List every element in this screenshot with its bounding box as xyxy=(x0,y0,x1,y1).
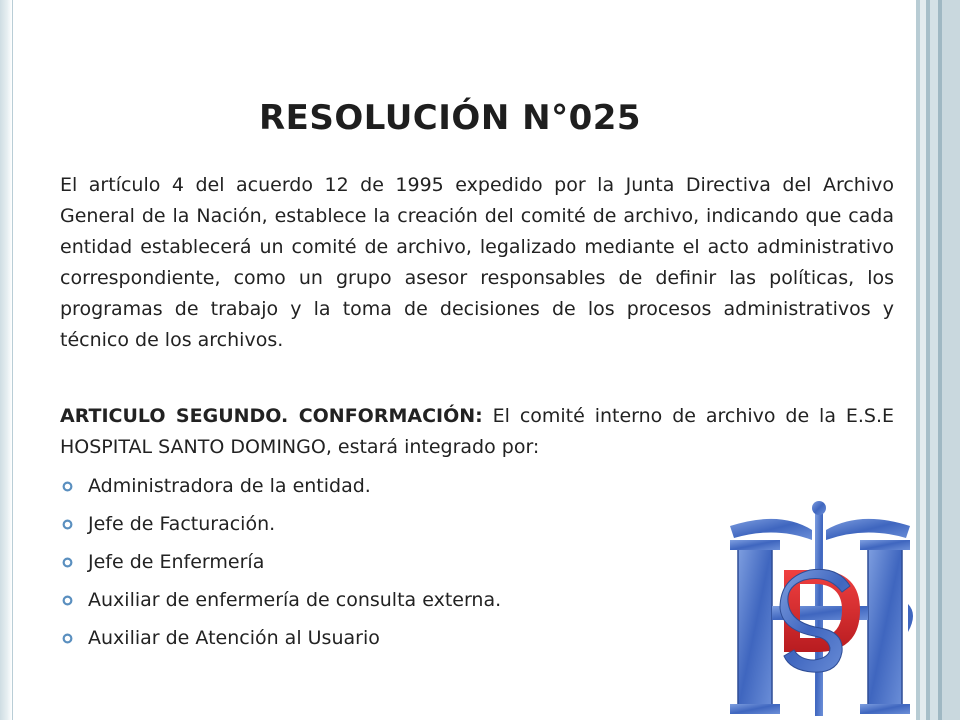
circle-bullet-icon xyxy=(62,481,73,492)
member-list xyxy=(60,472,501,662)
list-item xyxy=(60,548,501,586)
circle-bullet-icon xyxy=(62,557,73,568)
list-item-text: Jefe de Enfermería xyxy=(88,551,265,573)
list-item xyxy=(60,510,501,548)
list-item-text: Auxiliar de Atención al Usuario xyxy=(88,627,380,649)
list-item xyxy=(60,472,501,510)
circle-bullet-icon xyxy=(62,633,73,644)
article-heading: ARTICULO SEGUNDO. CONFORMACIÓN: xyxy=(60,405,483,427)
list-item-text: Administradora de la entidad. xyxy=(88,475,371,497)
circle-bullet-icon xyxy=(62,595,73,606)
list-item xyxy=(60,586,501,624)
slide-right-border xyxy=(914,0,960,720)
intro-paragraph: El artículo 4 del acuerdo 12 de 1995 expedido por la Junta Directiva del Archivo General de la Nación, establece la creación del comité de archivo, indicando que cada entidad establecerá un comité de archivo, legalizado mediante el acto administrativo correspondiente, como un grupo asesor responsables de definir las políticas, los programas de trabajo y la toma de decisiones de los procesos administrativos y técnico de los archivos. xyxy=(60,174,894,351)
list-item xyxy=(60,624,501,662)
circle-bullet-icon xyxy=(62,519,73,530)
article-text: El comité interno de archivo de la E.S.E HOSPITAL SANTO DOMINGO, estará integrado por: xyxy=(60,405,894,458)
article-paragraph xyxy=(60,401,894,463)
slide-title: RESOLUCIÓN N°025 xyxy=(258,98,642,138)
list-item-text: Auxiliar de enfermería de consulta externa. xyxy=(88,589,502,611)
hospital-logo-icon xyxy=(720,500,920,720)
list-item-text: Jefe de Facturación. xyxy=(88,513,276,535)
